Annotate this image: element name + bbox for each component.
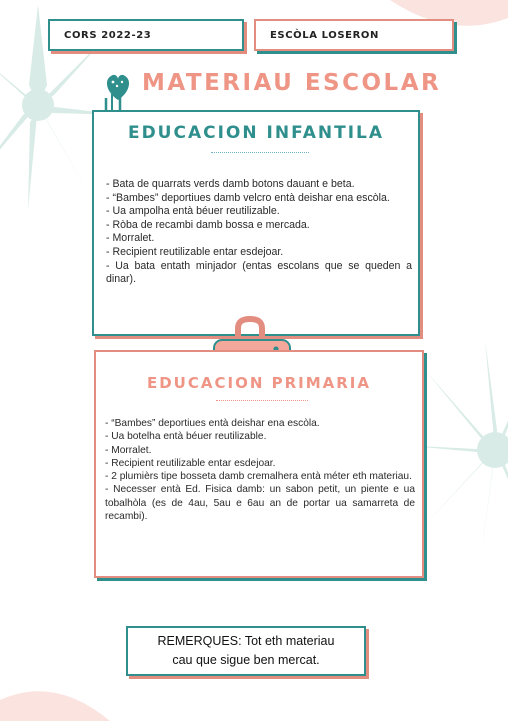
remarks-box: [126, 626, 366, 676]
list-item: - “Bambes” deportiues damb velcro entà deishar ena escòla.: [106, 191, 390, 204]
primaria-card: [94, 350, 424, 578]
list-item: - Ua bata entath minjador (entas escolans que se queden a dinar).: [106, 259, 412, 286]
list-item: - Recipient reutilizable entar esdejoar.: [105, 457, 276, 469]
school-year-label: CORS 2022-23: [48, 19, 244, 51]
heading-divider: [211, 152, 309, 153]
list-item: - Morralet.: [105, 444, 152, 456]
primaria-heading: EDUCACION PRIMARIA: [146, 374, 371, 392]
list-item: - Bata de quarrats verds damb botons dauant e beta.: [106, 178, 355, 190]
remarks-line-2: cau que sigue ben mercat.: [172, 653, 320, 667]
list-item: - Morralet.: [106, 232, 155, 245]
pink-arc-decoration-bottom: [0, 680, 110, 721]
list-item: - Necesser entà Ed. Fisica damb: un sabon petit, un piente e ua tobalhòla (es de 4au, 5au e 6au an de portar ua samarreta de recambi).: [105, 484, 415, 523]
heading-divider: [216, 400, 308, 401]
list-item: - Recipient reutilizable entar esdejoar.: [106, 245, 284, 258]
school-name-label: ESCÒLA LOSERON: [254, 19, 454, 51]
page-title: MATERIAU ESCOLAR: [142, 70, 442, 96]
primaria-list: [105, 417, 415, 523]
list-item: - 2 plumièrs tipe bosseta damb cremalhera entà méter eth materiau.: [105, 471, 412, 483]
infantil-card: [92, 110, 420, 336]
list-item: - “Bambes” deportiues entà deishar ena escòla.: [105, 418, 320, 429]
remarks-line-1: REMERQUES: Tot eth materiau: [157, 634, 335, 648]
infantil-heading: EDUCACION INFANTILA: [127, 123, 385, 143]
list-item: - Ua botelha entà béuer reutilizable.: [105, 431, 267, 443]
list-item: - Ròba de recambi damb bossa e mercada.: [106, 218, 310, 231]
list-item: - Ua ampolha entà béuer reutilizable.: [106, 205, 280, 218]
infantil-list: [106, 178, 412, 287]
